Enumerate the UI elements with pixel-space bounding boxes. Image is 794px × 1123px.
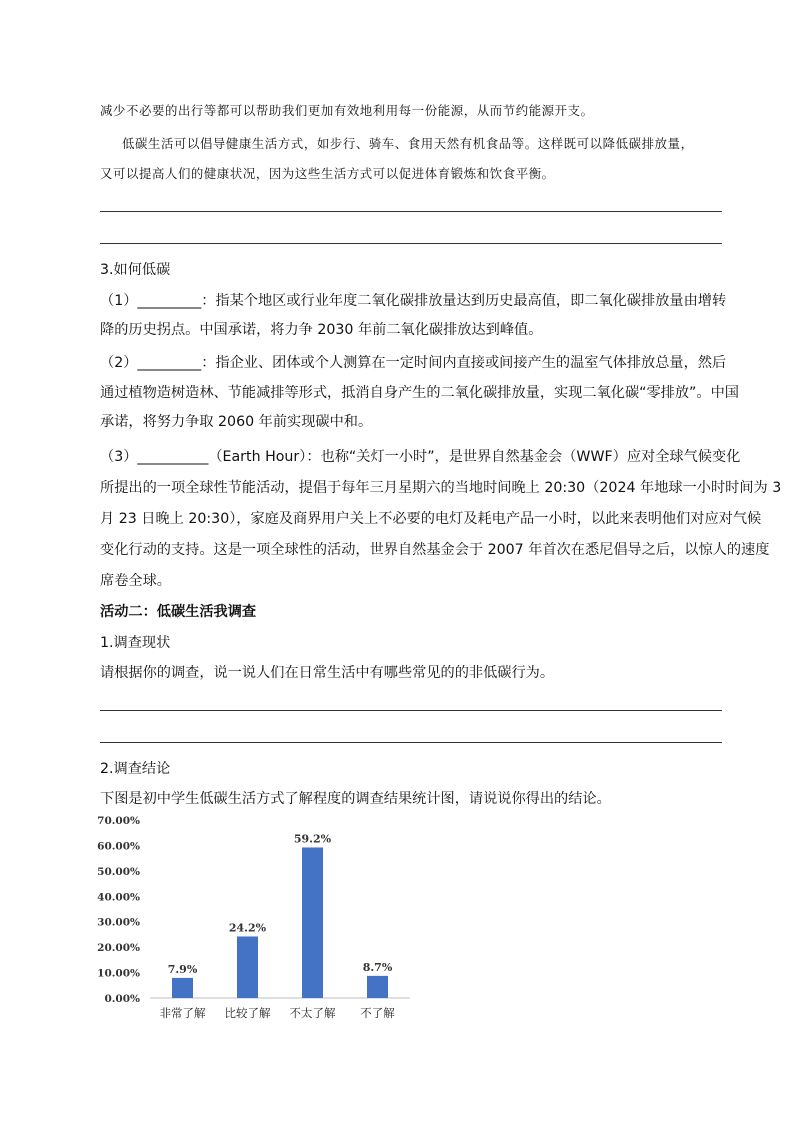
item2-line-2: 通过植物造树造林、节能减排等形式，抵消自身产生的二氧化碳排放量，实现二氧化碳“零排放”。中国 [100, 385, 739, 401]
bar-chart [95, 808, 415, 1026]
data-label: 8.7% [362, 960, 393, 974]
intro-line-2: 低碳生活可以倡导健康生活方式，如步行、骑车、食用天然有机食品等。这样既可以降低碳排放量， [122, 136, 694, 151]
item2-line-1: （2）_________：指企业、团体或个人测算在一定时间内直接或间接产生的温室气体排放总量，然后 [100, 355, 727, 371]
item3-line-2: 所提出的一项全球性节能活动，提倡于每年三月星期六的当地时间晚上 20:30（2024 年地球一小时时间为 3 [100, 480, 782, 496]
section-heading: 3.如何低碳 [100, 262, 171, 278]
x-category-label: 非常了解 [159, 1006, 206, 1020]
y-tick-label: 50.00% [97, 865, 140, 878]
data-label: 7.9% [167, 962, 198, 976]
item3-line-4: 变化行动的支持。这是一项全球性的活动，世界自然基金会于 2007 年首次在悉尼倡导之后，以惊人的速度 [100, 542, 770, 558]
y-tick-label: 30.00% [97, 916, 140, 929]
answer-line [100, 211, 722, 212]
item1-line-2: 降的历史拐点。中国承诺，将力争 2030 年前二氧化碳排放达到峰值。 [100, 322, 543, 338]
data-label: 59.2% [293, 832, 332, 846]
bar [237, 936, 258, 998]
subsection-prompt: 下图是初中学生低碳生活方式了解程度的调查结果统计图，请说说你得出的结论。 [100, 791, 611, 807]
y-tick-label: 40.00% [97, 891, 140, 904]
y-tick-label: 20.00% [97, 942, 140, 955]
item3-line-1: （3）__________（Earth Hour）：也称“关灯一小时”，是世界自然基金会（WWF）应对全球气候变化 [100, 449, 741, 465]
item1-line-1: （1）_________：指某个地区或行业年度二氧化碳排放量达到历史最高值，即二氧化碳排放量由增转 [100, 293, 727, 309]
y-tick-label: 70.00% [97, 815, 140, 827]
x-category-label: 不了解 [360, 1006, 395, 1020]
y-tick-label: 60.00% [97, 840, 140, 853]
subsection-heading: 1.调查现状 [100, 635, 171, 651]
answer-line [100, 243, 722, 244]
answer-line [100, 742, 722, 743]
bar [172, 978, 193, 998]
bar [367, 976, 388, 998]
intro-line-1: 减少不必要的出行等都可以帮助我们更加有效地利用每一份能源，从而节约能源开支。 [100, 103, 594, 118]
bar [302, 847, 323, 998]
x-category-label: 比较了解 [224, 1006, 271, 1020]
y-tick-label: 0.00% [104, 993, 140, 1005]
subsection-prompt: 请根据你的调查，说一说人们在日常生活中有哪些常见的的非低碳行为。 [100, 665, 555, 681]
item2-line-3: 承诺，将努力争取 2060 年前实现碳中和。 [100, 414, 373, 430]
activity-title: 活动二：低碳生活我调查 [100, 604, 257, 620]
item3-line-5: 席卷全球。 [100, 573, 171, 589]
y-tick-label: 10.00% [97, 967, 140, 980]
x-category-label: 不太了解 [289, 1006, 336, 1020]
data-label: 24.2% [228, 921, 267, 935]
answer-line [100, 710, 722, 711]
intro-line-3: 又可以提高人们的健康状况，因为这些生活方式可以促进体育锻炼和饮食平衡。 [100, 166, 555, 181]
item3-line-3: 月 23 日晚上 20:30），家庭及商界用户关上不必要的电灯及耗电产品一小时，以此来表明他们对应对气候 [100, 511, 762, 527]
subsection-heading: 2.调查结论 [100, 761, 171, 777]
